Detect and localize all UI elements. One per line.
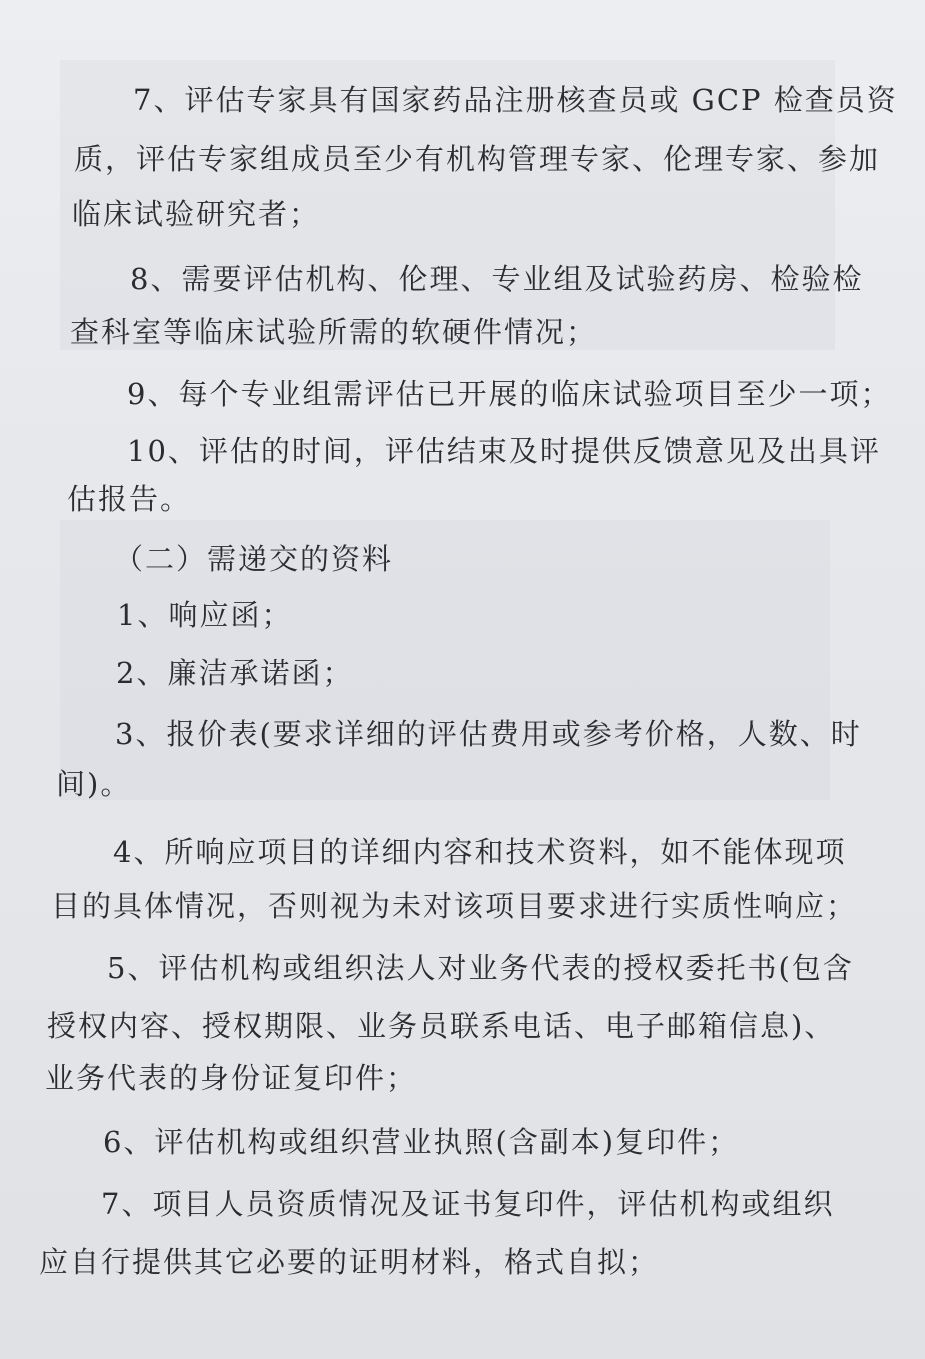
text-line: 间)。 xyxy=(56,767,132,801)
text-line: 质，评估专家组成员至少有机构管理专家、伦理专家、参加 xyxy=(74,142,881,176)
text-line: 10、评估的时间，评估结束及时提供反馈意见及出具评 xyxy=(127,434,881,468)
text-line: 应自行提供其它必要的证明材料，格式自拟； xyxy=(39,1245,660,1279)
text-line: 7、项目人员资质情况及证书复印件，评估机构或组织 xyxy=(101,1187,835,1221)
text-line: 估报告。 xyxy=(67,482,192,516)
section-heading: （二）需递交的资料 xyxy=(114,542,394,576)
text-line: 2、廉洁承诺函； xyxy=(116,656,354,690)
text-line: 4、所响应项目的详细内容和技术资料，如不能体现项 xyxy=(113,835,847,869)
text-line: 临床试验研究者； xyxy=(72,197,321,231)
text-line: 5、评估机构或组织法人对业务代表的授权委托书(包含 xyxy=(107,951,854,985)
text-line: 业务代表的身份证复印件； xyxy=(45,1061,418,1095)
text-line: 目的具体情况，否则视为未对该项目要求进行实质性响应； xyxy=(51,889,858,923)
text-line: 授权内容、授权期限、业务员联系电话、电子邮箱信息)、 xyxy=(47,1009,836,1043)
text-line: 7、评估专家具有国家药品注册核查员或 GCP 检查员资 xyxy=(133,83,898,117)
text-line: 1、响应函； xyxy=(117,598,293,632)
text-line: 9、每个专业组需评估已开展的临床试验项目至少一项； xyxy=(127,377,892,411)
text-line: 6、评估机构或组织营业执照(含副本)复印件； xyxy=(103,1125,740,1159)
text-line: 3、报价表(要求详细的评估费用或参考价格，人数、时 xyxy=(115,717,862,751)
text-line: 查科室等临床试验所需的软硬件情况； xyxy=(70,315,598,349)
text-line: 8、需要评估机构、伦理、专业组及试验药房、检验检 xyxy=(130,262,864,296)
